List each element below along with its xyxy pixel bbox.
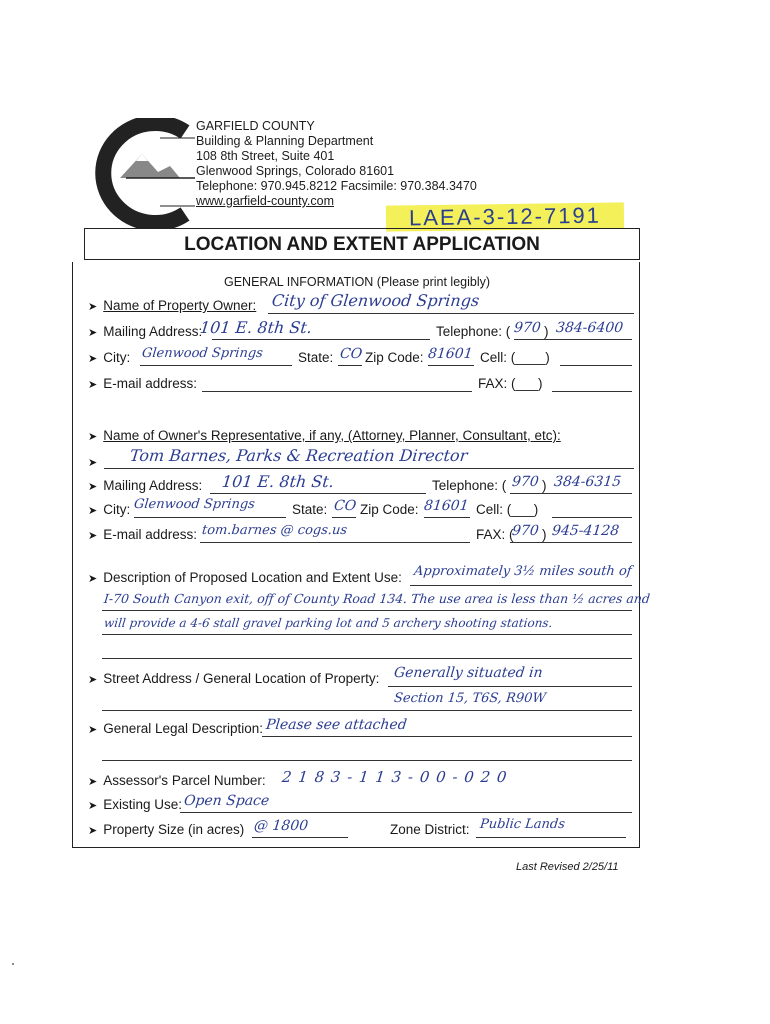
- arrow-icon: ➤: [88, 776, 98, 788]
- rep-telephone-number[interactable]: 384-6315: [553, 474, 622, 490]
- owner-mailing-label: Mailing Address:: [103, 324, 203, 339]
- existing-row: [88, 797, 182, 812]
- website-link[interactable]: www.garfield-county.com: [196, 194, 335, 208]
- owner-city-label: City:: [103, 350, 131, 365]
- zone-field[interactable]: Public Lands: [479, 817, 566, 832]
- arrow-icon: ➤: [88, 505, 98, 517]
- street-line-2[interactable]: Section 15, T6S, R90W: [393, 691, 547, 706]
- arrow-icon: ➤: [88, 800, 98, 812]
- parcel-field[interactable]: 2 1 8 3 - 1 1 3 - 0 0 - 0 2 0: [281, 768, 509, 786]
- rep-name-field[interactable]: Tom Barnes, Parks & Recreation Director: [129, 446, 469, 465]
- existing-field[interactable]: Open Space: [183, 793, 271, 809]
- rep-city-field[interactable]: Glenwood Springs: [133, 497, 256, 512]
- arrow-icon: ➤: [88, 530, 98, 542]
- owner-zip-field[interactable]: 81601: [427, 346, 474, 362]
- arrow-icon: ➤: [88, 573, 98, 585]
- rep-name-row: [88, 454, 103, 469]
- rep-telephone-area[interactable]: 970: [511, 474, 540, 490]
- rep-city-label: City:: [103, 502, 131, 517]
- dept-city: Glenwood Springs, Colorado 81601: [196, 164, 395, 178]
- legal-field[interactable]: Please see attached: [265, 717, 408, 733]
- arrow-icon: ➤: [88, 353, 98, 365]
- description-line-3[interactable]: will provide a 4-6 stall gravel parking lot and 5 archery shooting stations.: [103, 616, 554, 630]
- owner-mailing-field[interactable]: 101 E. 8th St.: [199, 318, 313, 337]
- owner-telephone-area[interactable]: 970: [513, 320, 542, 336]
- rep-fax-label: FAX: (: [476, 527, 514, 542]
- owner-state-field[interactable]: CO: [339, 346, 364, 362]
- parcel-label: Assessor's Parcel Number:: [103, 773, 266, 788]
- org-name: GARFIELD COUNTY: [196, 119, 315, 133]
- owner-city-field[interactable]: Glenwood Springs: [141, 346, 264, 361]
- rep-zip-label: Zip Code:: [360, 502, 419, 517]
- owner-telephone-number[interactable]: 384-6400: [555, 320, 624, 336]
- parcel-row: [88, 773, 266, 788]
- size-row: [88, 822, 244, 837]
- arrow-icon: ➤: [88, 481, 98, 493]
- rep-cell-field[interactable]: Cell: (___): [476, 502, 539, 517]
- dept-name: Building & Planning Department: [196, 134, 374, 148]
- owner-email-row: [88, 376, 197, 391]
- description-row: [88, 570, 402, 585]
- file-number-highlight: LAEA-3-12-7191: [386, 202, 624, 231]
- owner-fax-field[interactable]: FAX: (___): [478, 376, 543, 391]
- arrow-icon: ➤: [88, 674, 98, 686]
- arrow-icon: ➤: [88, 431, 98, 443]
- owner-email-label: E-mail address:: [103, 376, 198, 391]
- last-revised: Last Revised 2/25/11: [516, 861, 619, 873]
- dept-phone: Telephone: 970.945.8212 Facsimile: 970.384.3470: [196, 179, 477, 193]
- street-label: Street Address / General Location of Property:: [103, 671, 380, 686]
- rep-state-label: State:: [292, 502, 328, 517]
- rep-zip-field[interactable]: 81601: [423, 498, 470, 514]
- arrow-icon: ➤: [88, 825, 98, 837]
- rep-fax-number[interactable]: 945-4128: [551, 523, 620, 539]
- owner-mailing-row: [88, 324, 202, 339]
- owner-name-field[interactable]: City of Glenwood Springs: [271, 291, 481, 310]
- rep-mailing-label: Mailing Address:: [103, 478, 203, 493]
- rep-email-label: E-mail address:: [103, 527, 198, 542]
- size-label: Property Size (in acres): [103, 822, 245, 837]
- description-label: Description of Proposed Location and Extent Use:: [103, 570, 402, 585]
- owner-zip-label: Zip Code:: [365, 350, 424, 365]
- arrow-icon: ➤: [88, 327, 98, 339]
- rep-heading-row: [88, 428, 561, 443]
- owner-email-field[interactable]: [202, 391, 472, 392]
- rep-fax-area[interactable]: 970: [511, 523, 540, 539]
- description-line-2[interactable]: I-70 South Canyon exit, off of County Road 134. The use area is less than ½ acres and: [103, 591, 651, 606]
- arrow-icon: ➤: [88, 724, 98, 736]
- general-info-heading: GENERAL INFORMATION (Please print legibly): [224, 275, 491, 289]
- owner-cell-field[interactable]: Cell: (____): [480, 350, 550, 365]
- legal-label: General Legal Description:: [103, 721, 264, 736]
- zone-label: Zone District:: [390, 822, 470, 837]
- existing-label: Existing Use:: [103, 797, 182, 812]
- size-field[interactable]: @ 1800: [253, 818, 309, 834]
- arrow-icon: ➤: [88, 301, 98, 313]
- street-line-1[interactable]: Generally situated in: [393, 665, 544, 681]
- owner-state-label: State:: [298, 350, 334, 365]
- arrow-icon: ➤: [88, 457, 98, 469]
- rep-mailing-field[interactable]: 101 E. 8th St.: [221, 472, 335, 491]
- arrow-icon: ➤: [88, 379, 98, 391]
- description-line-1[interactable]: Approximately 3½ miles south of: [413, 564, 633, 579]
- rep-state-field[interactable]: CO: [333, 498, 358, 514]
- rep-telephone-label: Telephone: (: [432, 478, 507, 493]
- rep-email-field[interactable]: tom.barnes @ cogs.us: [201, 523, 348, 538]
- legal-row: [88, 721, 263, 736]
- owner-name-row: [88, 298, 256, 313]
- rep-city-row: [88, 502, 130, 517]
- garfield-county-logo: [80, 118, 195, 228]
- owner-city-row: [88, 350, 130, 365]
- street-row: [88, 671, 379, 686]
- rep-heading: Name of Owner's Representative, if any, (Attorney, Planner, Consultant, etc):: [103, 428, 561, 443]
- scan-speck: [12, 963, 14, 965]
- dept-address: 108 8th Street, Suite 401: [196, 149, 335, 163]
- owner-name-label: Name of Property Owner:: [103, 298, 257, 313]
- rep-mailing-row: [88, 478, 202, 493]
- form-title: LOCATION AND EXTENT APPLICATION: [184, 234, 540, 255]
- owner-telephone-label: Telephone: (: [436, 324, 511, 339]
- rep-email-row: [88, 527, 197, 542]
